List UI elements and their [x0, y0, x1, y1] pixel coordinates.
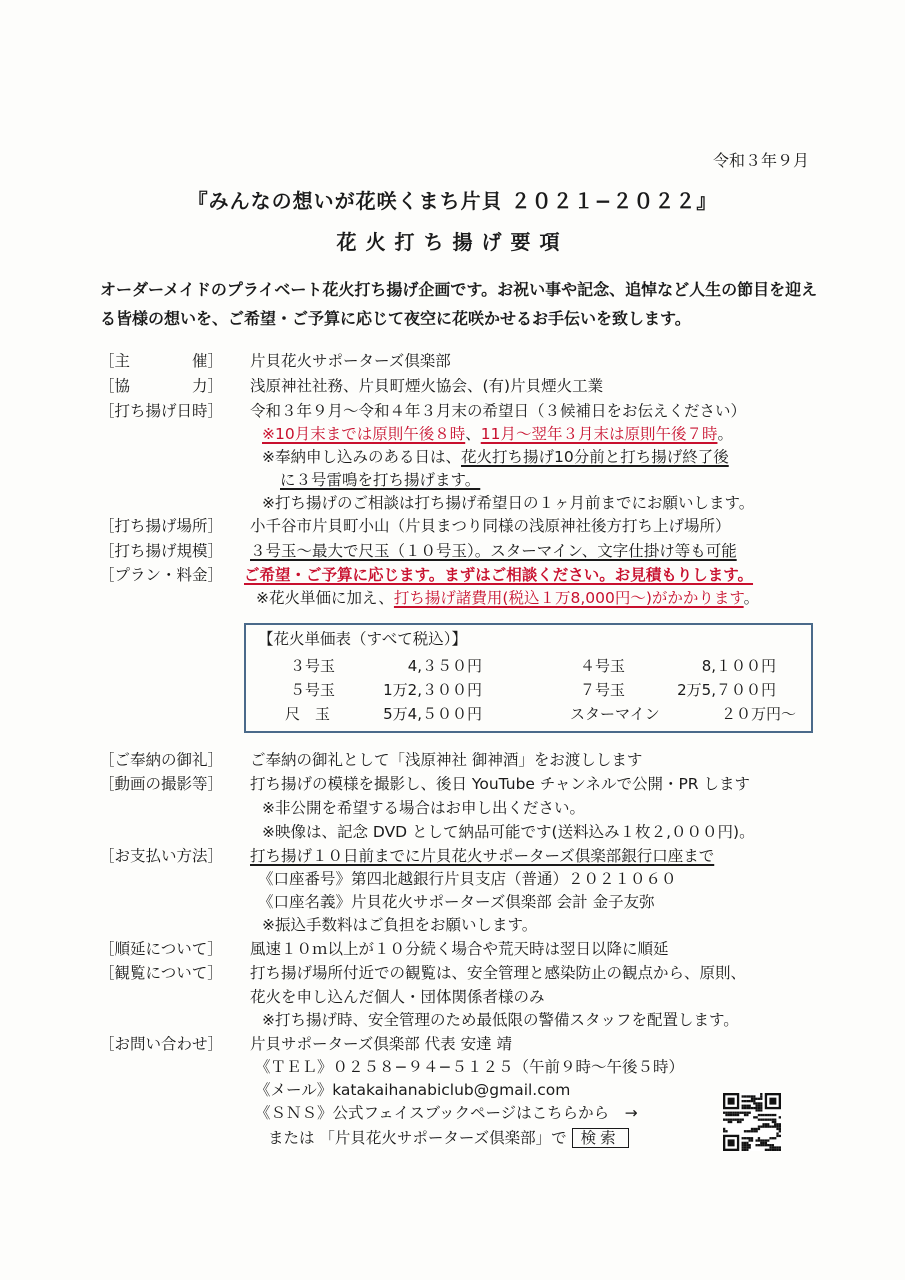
document-date: 令和３年９月	[712, 151, 809, 170]
price-value: 2万5,７００円	[677, 681, 776, 699]
viewing-label: ［観覧について］	[99, 964, 223, 982]
datetime-note-thunder: ※奉納申し込みのある日は、花火打ち揚げ10分前と打ち揚げ終了後	[262, 448, 729, 466]
plan-note: ※花火単価に加え、打ち揚げ諸費用(税込１万8,000円〜)がかかります。	[256, 589, 760, 607]
document-subtitle: 花火打ち揚げ要項	[336, 230, 569, 254]
viewing-note: ※打ち揚げ時、安全管理のため最低限の警備スタッフを配置します。	[262, 1011, 739, 1029]
price-name: ５号玉	[290, 681, 336, 699]
plan-value: ご希望・ご予算に応じます。まずはご相談ください。お見積もりします。	[244, 566, 754, 584]
video-label: ［動画の撮影等］	[99, 775, 224, 793]
payment-account: 《口座番号》第四北越銀行片貝支店（普通）２０２１０６０	[258, 870, 677, 888]
contact-value: 片貝サポーターズ倶楽部 代表 安達 靖	[250, 1035, 513, 1053]
datetime-value: 令和３年９月〜令和４年３月末の希望日（３候補日をお伝えください）	[250, 402, 747, 420]
datetime-note-consult: ※打ち揚げのご相談は打ち揚げ希望日の１ヶ月前までにお願いします。	[262, 494, 755, 512]
price-value: ２０万円〜	[720, 705, 796, 723]
price-name: ７号玉	[580, 681, 626, 699]
price-value: 4,３５０円	[407, 657, 482, 675]
document-title: 『みんなの想いが花咲くまち片貝 ２０２１−２０２２』	[187, 189, 718, 213]
viewing-value-line2: 花火を申し込んだ個人・団体関係者様のみ	[250, 988, 545, 1006]
payment-value: 打ち揚げ１０日前までに片貝花火サポーターズ倶楽部銀行口座まで	[250, 847, 715, 865]
postpone-value: 風速１０ｍ以上が１０分続く場合や荒天時は翌日以降に順延	[250, 940, 669, 958]
search-prefix: または 「片貝花火サポーターズ倶楽部」で	[268, 1129, 567, 1147]
offering-value: ご奉納の御礼として「浅原神社 御神酒」をお渡しします	[250, 751, 643, 769]
contact-label: ［お問い合わせ］	[99, 1035, 224, 1053]
payment-holder: 《口座名義》片貝花火サポーターズ倶楽部 会計 金子友弥	[258, 893, 655, 911]
price-name: スターマイン	[570, 705, 660, 723]
datetime-label: ［打ち揚げ日時］	[99, 402, 224, 420]
intro-paragraph: オーダーメイドのプライベート花火打ち揚げ企画です。お祝い事や記念、追悼など人生の節目を迎える皆様の想いを、ご希望・ご予算に応じて夜空に花咲かせるお手伝いを致します。	[100, 280, 818, 328]
price-value: 1万2,３００円	[383, 681, 482, 699]
scale-value: ３号玉〜最大で尺玉（１０号玉）。スターマイン、文字仕掛け等も可能	[250, 542, 737, 560]
location-value: 小千谷市片貝町小山（片貝まつり同様の浅原神社後方打ち上げ場所）	[250, 517, 731, 535]
price-name: ３号玉	[290, 657, 336, 675]
cooperation-label: ［協 力］	[99, 377, 223, 395]
search-button[interactable]: 検索	[572, 1128, 629, 1148]
datetime-note-times: ※10月末までは原則午後８時、11月〜翌年３月末は原則午後７時。	[262, 425, 733, 443]
cooperation-value: 浅原神社社務、片貝町煙火協会、(有)片貝煙火工業	[250, 377, 604, 395]
qr-code-icon[interactable]	[723, 1093, 781, 1151]
plan-label: ［プラン・料金］	[99, 566, 224, 584]
video-note-dvd: ※映像は、記念 DVD として納品可能です(送料込み１枚２,０００円)。	[262, 823, 755, 841]
datetime-note-thunder-cont: に３号雷鳴を打ち揚げます。	[280, 471, 481, 489]
scale-label: ［打ち揚げ規模］	[99, 542, 224, 560]
postpone-label: ［順延について］	[99, 940, 223, 958]
price-name: ４号玉	[580, 657, 626, 675]
location-label: ［打ち揚げ場所］	[99, 517, 224, 535]
contact-mail[interactable]: 《メール》katakaihanabiclub@gmail.com	[255, 1081, 571, 1099]
contact-tel: 《ＴＥＬ》０２５８−９４−５１２５（午前９時〜午後５時）	[255, 1058, 684, 1076]
price-name: 尺 玉	[285, 705, 331, 723]
offering-label: ［ご奉納の御礼］	[99, 751, 224, 769]
video-note-private: ※非公開を希望する場合はお申し出ください。	[262, 799, 585, 817]
price-value: 8,１００円	[701, 657, 776, 675]
contact-search-line	[268, 1126, 629, 1148]
organizer-value: 片貝花火サポーターズ倶楽部	[250, 352, 451, 370]
payment-label: ［お支払い方法］	[99, 847, 224, 865]
price-table-title: 【花火単価表（すべて税込）】	[258, 630, 467, 648]
viewing-value-line1: 打ち揚げ場所付近での観覧は、安全管理と感染防止の観点から、原則、	[250, 964, 747, 982]
payment-note: ※振込手数料はご負担をお願いします。	[262, 916, 538, 934]
contact-sns: 《ＳＮＳ》公式フェイスブックページはこちらから →	[255, 1104, 638, 1122]
video-value: 打ち揚げの模様を撮影し、後日 YouTube チャンネルで公開・PR します	[250, 775, 750, 793]
price-value: 5万4,５００円	[383, 705, 482, 723]
organizer-label: ［主 催］	[99, 352, 223, 370]
